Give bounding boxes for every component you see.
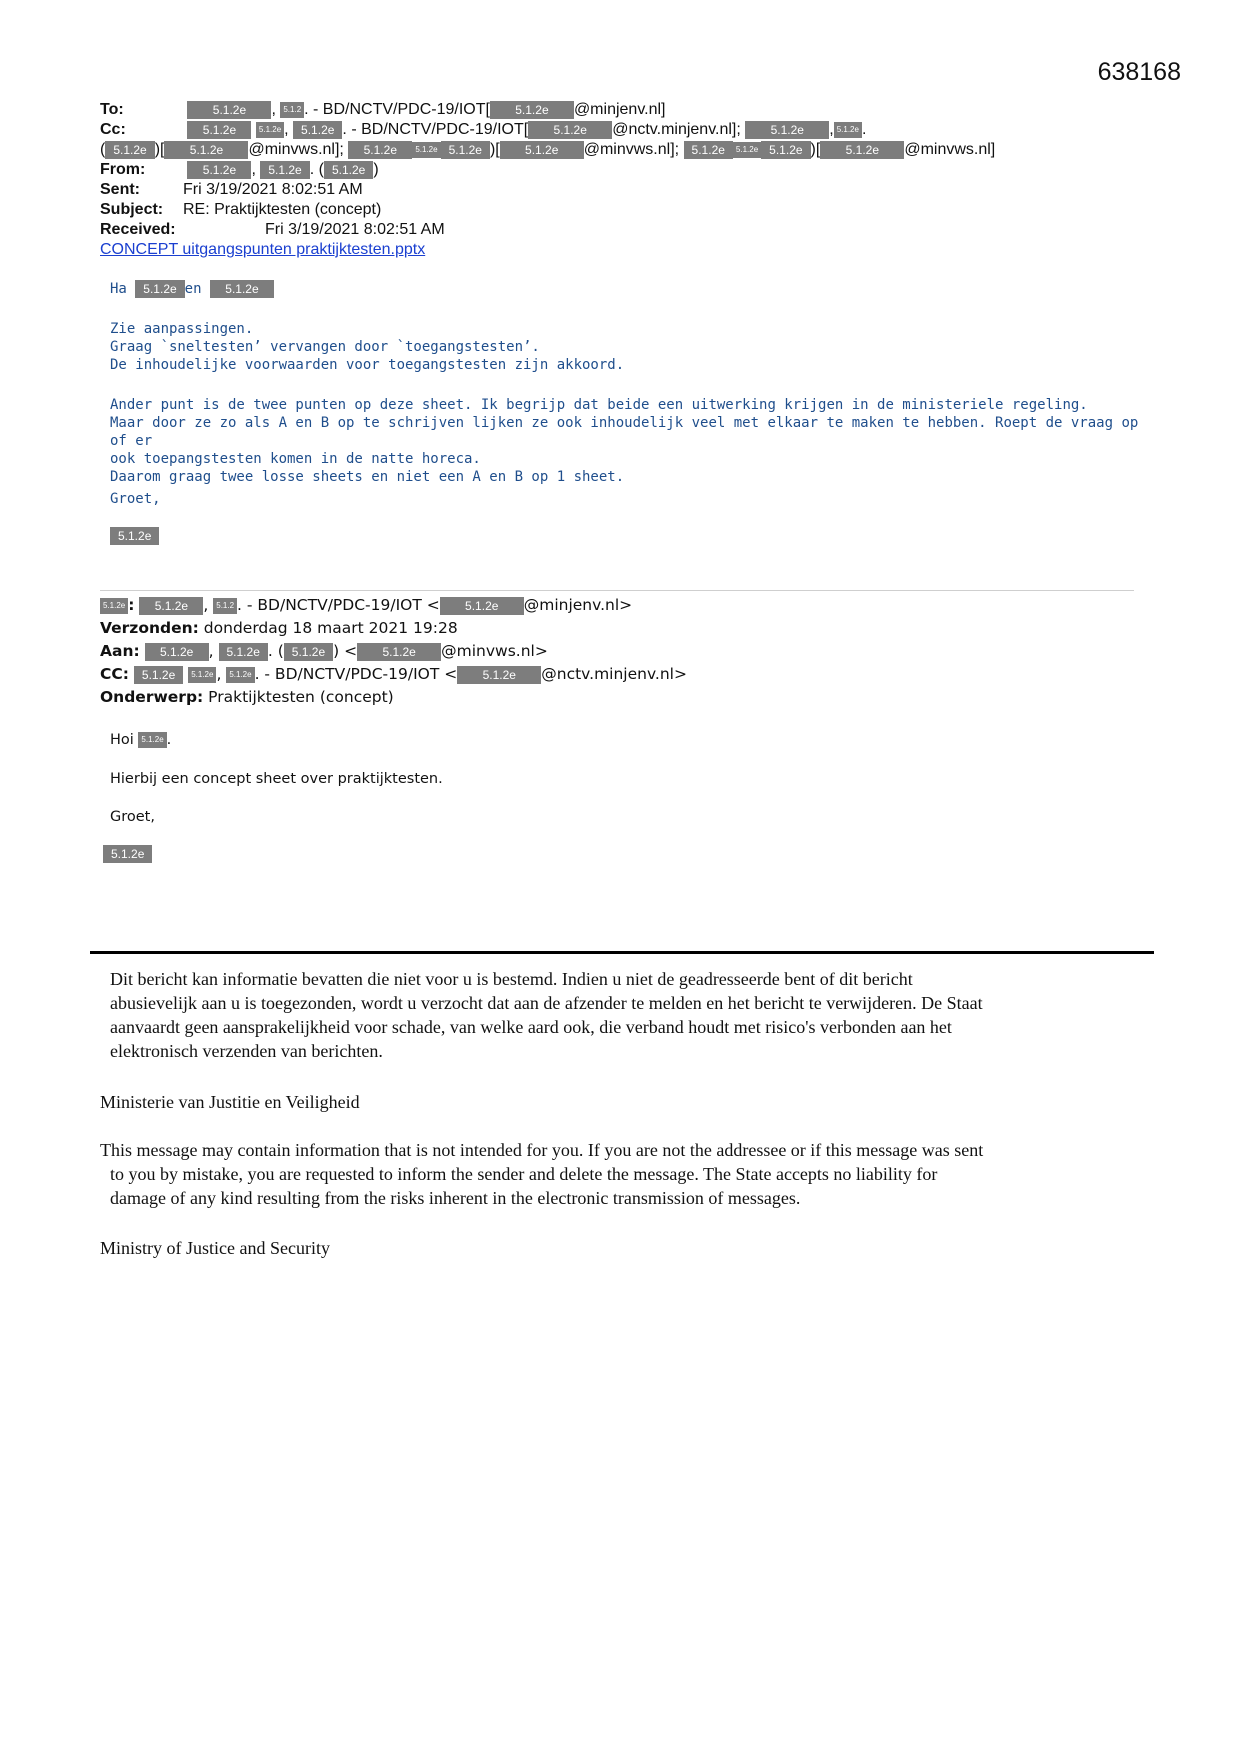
fwd-from-row: 5.1.2e : 5.1.2e , 5.1.2 . - BD/NCTV/PDC-19/IOT < 5.1.2e @minjenv.nl> <box>100 594 1150 617</box>
redaction: 5.1.2e <box>139 597 203 615</box>
subject-label: Subject: <box>100 201 164 218</box>
subject-row <box>100 200 1180 220</box>
reply-paragraph-2: Ander punt is de twee punten op deze sheet. Ik begrijp dat beide een uitwerking krijgen in de ministeriele regeling. Maar door ze zo als A en B op te schrijven lijken ze ook inhoudelijk veel met elkaar te maken te hebben. Roept de vraag op of er ook toepangstesten komen in de natte horeca. Daarom graag twee losse sheets en niet een A en B op 1 sheet. <box>110 397 1139 485</box>
redaction: 5.1.2e <box>324 161 373 179</box>
original-greeting: Hoi 5.1.2e . <box>110 732 172 748</box>
redaction: 5.1.2e <box>187 121 251 139</box>
original-closing: Groet, <box>110 809 155 825</box>
redaction: 5.1.2e <box>293 121 342 139</box>
attachment-link[interactable]: CONCEPT uitgangspunten praktijktesten.pptx <box>100 241 426 258</box>
reply-greeting: Ha 5.1.2e en 5.1.2e <box>110 280 1140 298</box>
cc-value: . - BD/NCTV/PDC-19/IOT[ <box>342 121 529 138</box>
redaction: 5.1.2e <box>105 141 154 159</box>
sent-value: Fri 3/19/2021 8:02:51 AM <box>183 181 363 198</box>
reply-signature <box>110 527 1140 545</box>
redaction: 5.1.2e <box>745 121 829 139</box>
fwd-sent-row: Verzonden: donderdag 18 maart 2021 19:28 <box>100 619 458 637</box>
redaction: 5.1.2e <box>348 141 412 159</box>
from-label: From: <box>100 161 146 178</box>
disclaimer-nl: Dit bericht kan informatie bevatten die niet voor u is bestemd. Indien u niet de geadresseerde bent of dit bericht abusievelijk aan u is toegezonden, wordt u verzocht dat aan de afzender te melden en het bericht te verwijderen. De Staat aanvaardt geen aansprakelijkheid voor schade, van welke aard ook, die verband houdt met risico's verbonden aan het elektronisch verzenden van berichten. <box>110 969 983 1061</box>
document-number: 638168 <box>1097 58 1181 86</box>
redaction: 5.1.2 <box>280 102 304 118</box>
ministry-nl: Ministerie van Justitie en Veiligheid <box>100 1092 360 1112</box>
redaction: 5.1.2e <box>761 141 810 159</box>
sent-row <box>100 180 1180 200</box>
redaction: 5.1.2e <box>528 121 612 139</box>
redaction: 5.1.2e <box>187 161 251 179</box>
cc-domain-a: @minvws.nl]; <box>248 141 344 158</box>
redaction: 5.1.2e <box>684 141 733 159</box>
redaction: 5.1.2e <box>256 122 284 138</box>
redaction: 5.1.2e <box>260 161 309 179</box>
redaction: 5.1.2e <box>135 280 184 298</box>
redaction: 5.1.2e <box>441 141 490 159</box>
received-row <box>100 220 1180 240</box>
sent-label: Sent: <box>100 181 140 198</box>
attachment-row <box>100 240 1180 260</box>
reply-paragraph-1: Zie aanpassingen. Graag `sneltesten’ vervangen door `toegangstesten’. De inhoudelijke voorwaarden voor toegangstesten zijn akkoord. <box>110 321 625 373</box>
cc-row-2: ( 5.1.2e )[ 5.1.2e @minvws.nl]; 5.1.2e 5.1.2e 5.1.2e )[ 5.1.2e @minvws.nl]; 5.1.2e 5.1.2e 5.1.2e )[ 5.1.2e @minvws.nl] <box>100 141 996 158</box>
redaction: 5.1.2e <box>357 643 441 661</box>
redaction: 5.1.2e <box>412 142 440 158</box>
redaction: 5.1.2e <box>188 667 216 683</box>
redaction: 5.1.2e <box>100 598 128 614</box>
disclaimer-rule <box>90 951 1154 954</box>
email-header <box>100 100 1180 260</box>
original-body: Hierbij een concept sheet over praktijktesten. <box>110 771 443 787</box>
redaction: 5.1.2 <box>213 598 237 614</box>
received-value: Fri 3/19/2021 8:02:51 AM <box>265 221 445 238</box>
redaction: 5.1.2e <box>284 643 333 661</box>
subject-value: RE: Praktijktesten (concept) <box>183 201 382 218</box>
reply-closing: Groet, <box>110 491 161 507</box>
redaction: 5.1.2e <box>226 667 254 683</box>
redaction: 5.1.2e <box>457 666 541 684</box>
received-label: Received: <box>100 221 176 238</box>
redaction: 5.1.2e <box>834 122 862 138</box>
cc-row: Cc: 5.1.2e 5.1.2e , 5.1.2e . - BD/NCTV/PDC-19/IOT[ 5.1.2e @nctv.minjenv.nl]; 5.1.2e , 5.1.2e . <box>100 121 867 138</box>
cc-label: Cc: <box>100 121 126 138</box>
redaction: 5.1.2e <box>110 527 159 545</box>
redaction: 5.1.2e <box>210 280 274 298</box>
cc-domain-c: @minvws.nl] <box>904 141 996 158</box>
redaction: 5.1.2e <box>164 141 248 159</box>
to-row: To: 5.1.2e , 5.1.2 . - BD/NCTV/PDC-19/IOT[ 5.1.2e @minjenv.nl] <box>100 101 666 118</box>
fwd-subject-row: Onderwerp: Praktijktesten (concept) <box>100 688 394 706</box>
redaction: 5.1.2e <box>490 101 574 119</box>
ministry-en: Ministry of Justice and Security <box>100 1238 330 1258</box>
to-value: . - BD/NCTV/PDC-19/IOT[ <box>304 101 490 118</box>
fwd-to-row: Aan: 5.1.2e , 5.1.2e . ( 5.1.2e ) < 5.1.2e @minvws.nl> <box>100 642 548 660</box>
redaction: 5.1.2e <box>145 643 209 661</box>
original-signature <box>103 845 1133 863</box>
redaction: 5.1.2e <box>500 141 584 159</box>
from-row: From: 5.1.2e , 5.1.2e . ( 5.1.2e ) <box>100 161 379 178</box>
redaction: 5.1.2e <box>820 141 904 159</box>
redaction: 5.1.2e <box>187 101 271 119</box>
to-domain: @minjenv.nl] <box>573 101 666 118</box>
redaction: 5.1.2e <box>219 643 268 661</box>
cc-domain: @nctv.minjenv.nl]; <box>612 121 741 138</box>
fwd-cc-row: CC: 5.1.2e 5.1.2e , 5.1.2e . - BD/NCTV/PDC-19/IOT < 5.1.2e @nctv.minjenv.nl> <box>100 665 687 683</box>
redaction: 5.1.2e <box>733 142 761 158</box>
forwarded-header <box>100 594 1150 709</box>
cc-domain-b: @minvws.nl]; <box>583 141 680 158</box>
redaction: 5.1.2e <box>103 845 152 863</box>
redaction: 5.1.2e <box>138 732 166 748</box>
to-label: To: <box>100 101 124 118</box>
redaction: 5.1.2e <box>440 597 524 615</box>
disclaimer-en: This message may contain information that is not intended for you. If you are not the addressee or if this message was sent to you by mistake, you are requested to inform the sender and delete the message. The State accepts no liability for damage of any kind resulting from the risks inherent in the electronic transmission of messages. <box>100 1140 984 1208</box>
reply-body <box>110 280 1140 298</box>
separator-line <box>100 590 1134 591</box>
redaction: 5.1.2e <box>134 666 183 684</box>
